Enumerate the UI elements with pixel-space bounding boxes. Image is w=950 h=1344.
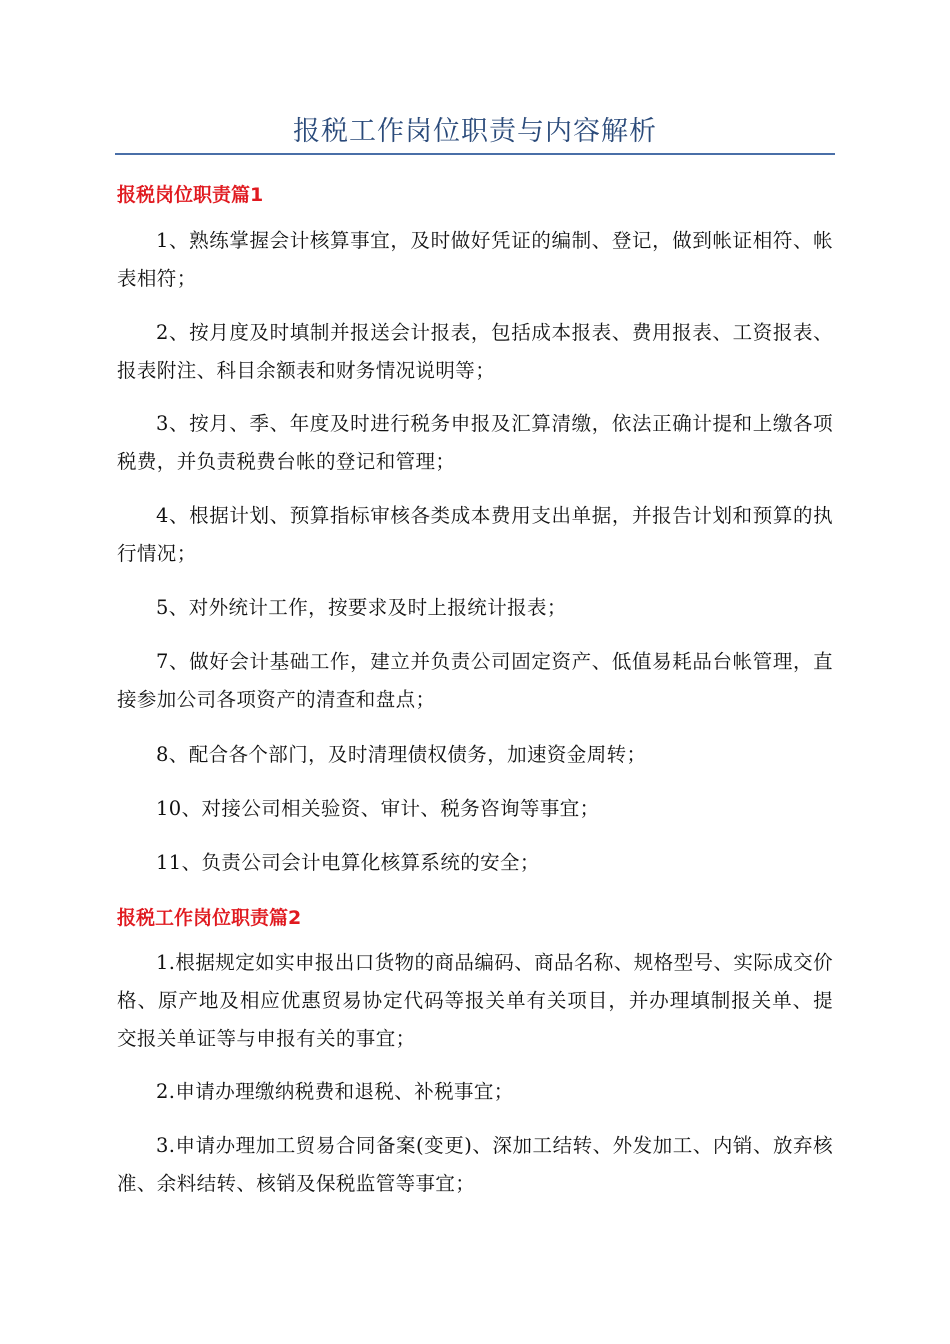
paragraph: 10、对接公司相关验资、审计、税务咨询等事宜； <box>156 797 600 820</box>
paragraph: 2、按月度及时填制并报送会计报表，包括成本报表、费用报表、工资报表、报表附注、科目余额表和财务情况说明等； <box>117 321 833 382</box>
paragraph: 3、按月、季、年度及时进行税务申报及汇算清缴，依法正确计提和上缴各项税费，并负责税费台帐的登记和管理； <box>117 412 833 473</box>
paragraph: 2.申请办理缴纳税费和退税、补税事宜； <box>156 1080 514 1103</box>
paragraph: 1、熟练掌握会计核算事宜，及时做好凭证的编制、登记，做到帐证相符、帐表相符； <box>117 229 833 290</box>
paragraph: 11、负责公司会计电算化核算系统的安全； <box>156 851 540 874</box>
paragraph: 4、根据计划、预算指标审核各类成本费用支出单据，并报告计划和预算的执行情况； <box>117 504 833 565</box>
section-heading-2: 报税工作岗位职责篇2 <box>117 907 302 929</box>
paragraph: 7、做好会计基础工作，建立并负责公司固定资产、低值易耗品台帐管理，直接参加公司各项资产的清查和盘点； <box>117 650 833 711</box>
paragraph: 1.根据规定如实申报出口货物的商品编码、商品名称、规格型号、实际成交价格、原产地及相应优惠贸易协定代码等报关单有关项目，并办理填制报关单、提交报关单证等与申报有关的事宜； <box>117 951 833 1050</box>
title-underline <box>115 153 835 155</box>
paragraph: 3.申请办理加工贸易合同备案(变更)、深加工结转、外发加工、内销、放弃核准、余料结转、核销及保税监管等事宜； <box>117 1134 833 1195</box>
paragraph: 8、配合各个部门，及时清理债权债务，加速资金周转； <box>156 743 647 766</box>
section-heading-1: 报税岗位职责篇1 <box>117 184 264 206</box>
paragraph: 5、对外统计工作，按要求及时上报统计报表； <box>156 596 567 619</box>
document-title: 报税工作岗位职责与内容解析 <box>293 116 657 147</box>
